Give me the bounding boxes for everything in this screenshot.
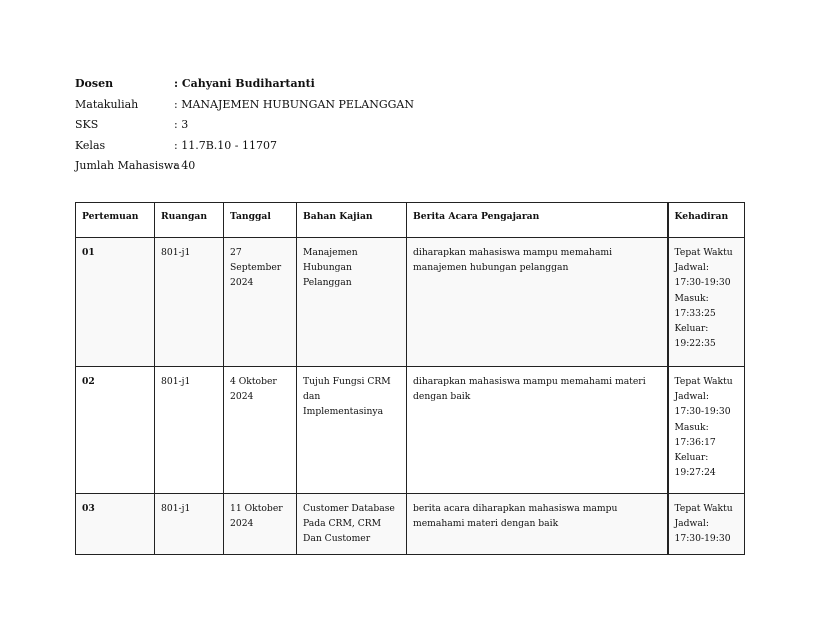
cell-berita-acara: diharapkan mahasiswa mampu memahami materi dengan baik — [407, 367, 668, 494]
kehadiran-status: Tepat Waktu — [674, 376, 733, 387]
cell-berita-acara: berita acara diharapkan mahasiswa mampu memahami materi dengan baik — [407, 494, 668, 555]
header-bahan-kajian: Bahan Kajian — [297, 203, 407, 238]
cell-tanggal: 4 Oktober 2024 — [224, 367, 297, 494]
info-row-kelas — [75, 136, 414, 157]
info-label: Jumlah Mahasiswa — [75, 159, 180, 173]
lecture-info — [75, 74, 414, 177]
header-tanggal: Tanggal — [224, 203, 297, 238]
info-label: SKS — [75, 118, 99, 132]
info-label: Kelas — [75, 138, 106, 152]
table-row — [76, 494, 745, 555]
kehadiran-masuk-label: Masuk: — [674, 292, 709, 304]
kehadiran-keluar-label: Keluar: — [674, 323, 709, 335]
header-ruangan: Ruangan — [155, 203, 224, 238]
cell-tanggal: 27 September 2024 — [224, 238, 297, 367]
info-value: : MANAJEMEN HUBUNGAN PELANGGAN — [174, 97, 414, 111]
cell-tanggal: 11 Oktober 2024 — [224, 494, 297, 555]
cell-ruangan: 801-j1 — [155, 494, 224, 555]
cell-berita-acara: diharapkan mahasiswa mampu memahami manajemen hubungan pelanggan — [407, 238, 668, 367]
info-row-jumlah-mahasiswa — [75, 156, 414, 177]
kehadiran-masuk-value: 17:33:25 — [674, 307, 716, 319]
cell-bahan-kajian: Manajemen Hubungan Pelanggan — [297, 238, 407, 367]
info-row-dosen — [75, 74, 414, 95]
info-row-matakuliah — [75, 95, 414, 116]
cell-ruangan: 801-j1 — [155, 238, 224, 367]
kehadiran-jadwal-value: 17:30-19:30 — [674, 406, 731, 418]
kehadiran-jadwal-label: Jadwal: — [674, 262, 709, 274]
cell-pertemuan: 03 — [76, 494, 155, 555]
kehadiran-status: Tepat Waktu — [674, 247, 733, 258]
info-value: : 3 — [174, 118, 189, 132]
kehadiran-keluar-value: 19:27:24 — [674, 467, 716, 479]
header-berita-acara: Berita Acara Pengajaran — [407, 203, 668, 238]
table-row — [76, 238, 745, 367]
cell-bahan-kajian: Customer Database Pada CRM, CRM Dan Customer — [297, 494, 407, 555]
kehadiran-status: Tepat Waktu — [674, 503, 733, 514]
header-kehadiran: Kehadiran — [668, 203, 745, 238]
kehadiran-masuk-label: Masuk: — [674, 421, 709, 433]
header-pertemuan: Pertemuan — [76, 203, 155, 238]
info-value: : 11.7B.10 - 11707 — [174, 138, 277, 152]
cell-pertemuan: 01 — [76, 238, 155, 367]
cell-ruangan: 801-j1 — [155, 367, 224, 494]
attendance-table — [75, 202, 745, 555]
cell-kehadiran — [668, 367, 745, 494]
kehadiran-jadwal-label: Jadwal: — [674, 518, 709, 530]
kehadiran-keluar-label: Keluar: — [674, 452, 709, 464]
kehadiran-masuk-value: 17:36:17 — [674, 436, 716, 448]
kehadiran-keluar-value: 19:22:35 — [674, 338, 716, 350]
cell-kehadiran — [668, 494, 745, 555]
cell-kehadiran — [668, 238, 745, 367]
table-row — [76, 367, 745, 494]
info-label: Dosen — [75, 77, 114, 90]
cell-bahan-kajian: Tujuh Fungsi CRM dan Implementasinya — [297, 367, 407, 494]
cell-pertemuan: 02 — [76, 367, 155, 494]
table-header-row — [76, 203, 745, 238]
kehadiran-jadwal-value: 17:30-19:30 — [674, 533, 731, 545]
info-row-sks — [75, 115, 414, 136]
info-label: Matakuliah — [75, 97, 139, 111]
info-value: : Cahyani Budihartanti — [174, 77, 315, 90]
kehadiran-jadwal-value: 17:30-19:30 — [674, 277, 731, 289]
info-value: : 40 — [174, 159, 196, 173]
kehadiran-jadwal-label: Jadwal: — [674, 391, 709, 403]
